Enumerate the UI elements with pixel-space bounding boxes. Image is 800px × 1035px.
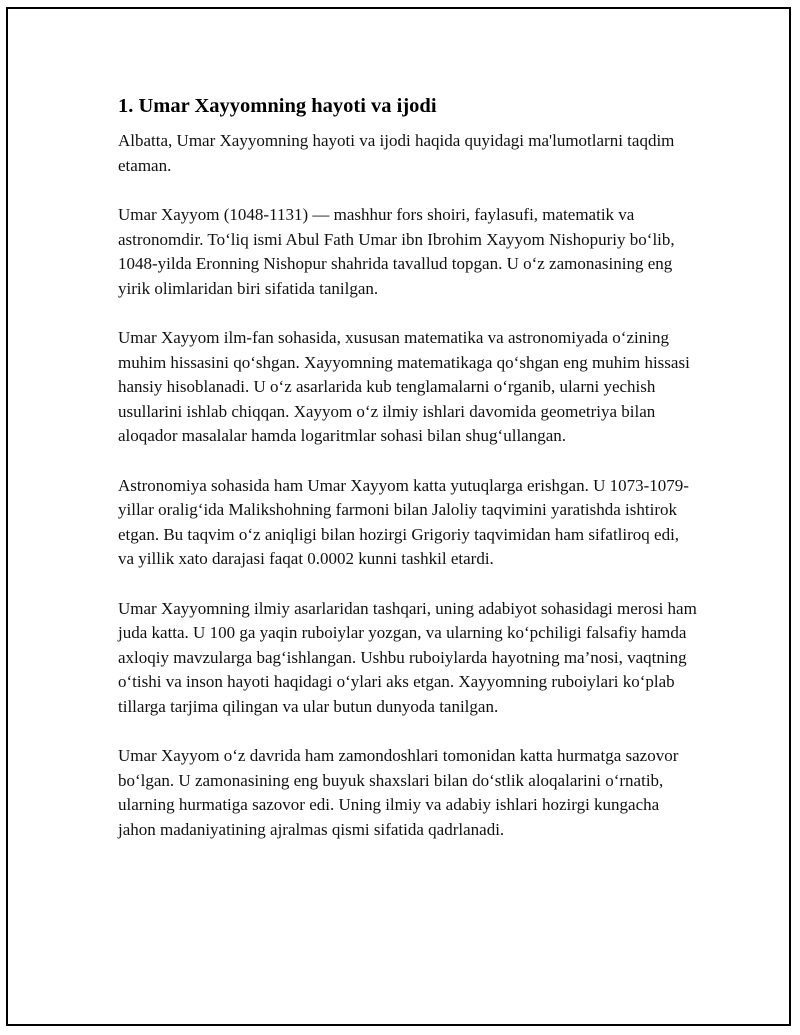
paragraph-literature: Umar Xayyomning ilmiy asarlaridan tashqari, uning adabiyot sohasidagi merosi ham juda katta. U 100 ga yaqin ruboiylar yozgan, va ularning ko‘pchiligi falsafiy hamda axloqiy mavzularga bag‘ishlangan. Ushbu ruboiylarda hayotning ma’nosi, vaqtning o‘tishi va inson hayoti haqidagi o‘ylari aks etgan. Xayyomning ruboiylari ko‘plab tillarga tarjima qilingan va ular butun dunyoda tanilgan. (118, 598, 697, 716)
paragraph-science: Umar Xayyom ilm-fan sohasida, xususan matematika va astronomiyada o‘zining muhim hissasini qo‘shgan. Xayyomning matematikaga qo‘shgan eng muhim hissasi hansiy hisoblanadi. U o‘z asarlarida kub tenglamalarni o‘rganib, ularni yechish usullarini ishlab chiqqan. Xayyom o‘z ilmiy ishlari davomida geometriya bilan aloqador masalalar hamda logaritmlar sohasi bilan shug‘ullangan. (118, 328, 690, 445)
paragraph-astronomy: Astronomiya sohasida ham Umar Xayyom katta yutuqlarga erishgan. U 1073-1079-yillar oralig‘ida Malikshohning farmoni bilan Jaloliy taqvimini yaratishda ishtirok etgan. Bu taqvim o‘z aniqligi bilan hozirgi Grigoriy taqvimidan ham sifatliroq edi, va yillik xato darajasi faqat 0.0002 kunni tashkil etardi. (118, 475, 689, 568)
document-heading: 1. Umar Xayyomning hayoti va ijodi (118, 95, 437, 117)
paragraph-legacy: Umar Xayyom o‘z davrida ham zamondoshlari tomonidan katta hurmatga sazovor bo‘lgan. U zamonasining eng buyuk shaxslari bilan do‘stlik aloqalarini o‘rnatib, ularning hurmatiga sazovor edi. Uning ilmiy va adabiy ishlari hozirgi kungacha jahon madaniyatining ajralmas qismi sifatida qadrlanadi. (118, 746, 679, 839)
paragraph-biography: Umar Xayyom (1048-1131) — mashhur fors shoiri, faylasufi, matematik va astronomdir. To‘liq ismi Abul Fath Umar ibn Ibrohim Xayyom Nishopuriy bo‘lib, 1048-yilda Eronning Nishopur shahrida tavallud topgan. U o‘z zamonasining eng yirik olimlaridan biri sifatida tanilgan. (118, 205, 675, 298)
document-body (118, 93, 698, 867)
paragraph-intro: Albatta, Umar Xayyomning hayoti va ijodi haqida quyidagi ma'lumotlarni taqdim etaman. (118, 131, 675, 175)
